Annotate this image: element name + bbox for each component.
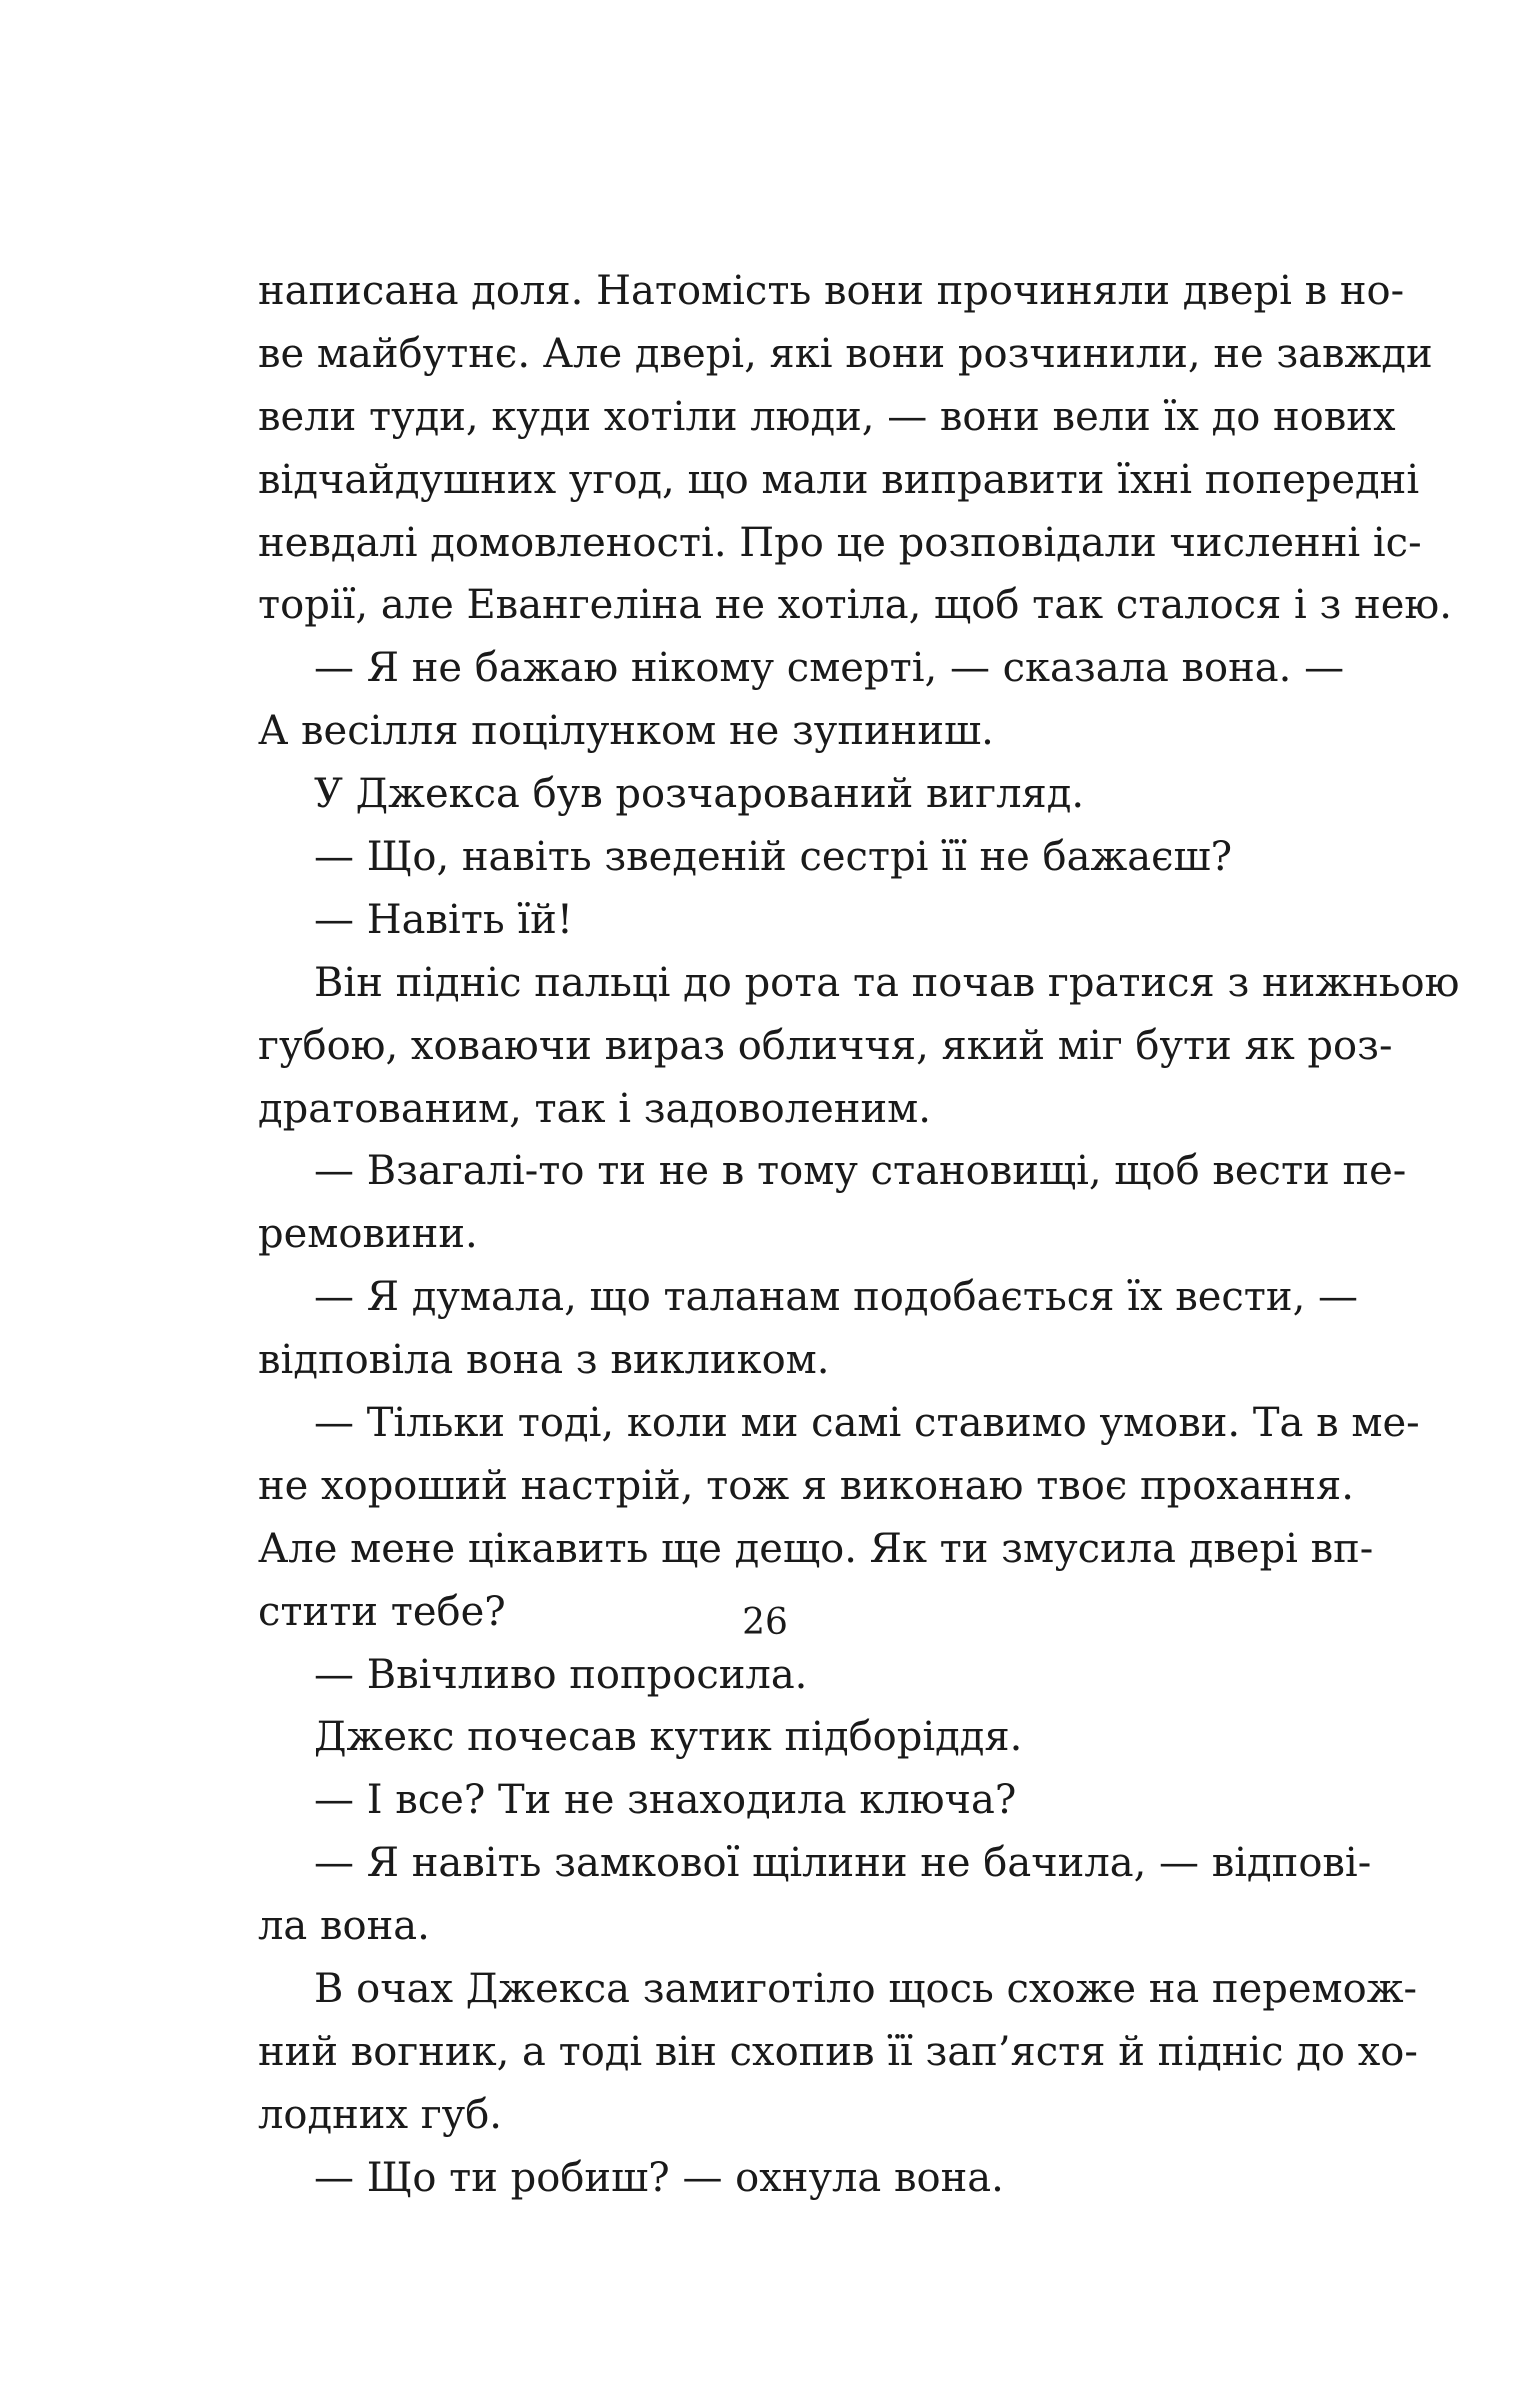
text-line: У Джекса був розчарований вигляд. [314,771,1085,818]
text-line: Він підніс пальці до рота та почав гратися з нижньою [314,959,1460,1006]
text-line: — Навіть їй! [314,896,573,943]
text-line: — І все? Ти не знаходила ключа? [314,1777,1017,1824]
text-line: ремовини. [258,1211,478,1258]
text-line: — Тільки тоді, коли ми самі ставимо умови. Та в ме- [314,1400,1420,1447]
page-number: 26 [742,1602,788,1643]
text-line: — Я навіть замкової щілини не бачила, — відпові- [314,1840,1372,1887]
text-line: дратованим, так і задоволеним. [258,1085,931,1132]
text-line: відчайдушних угод, що мали виправити їхні попередні [258,456,1420,503]
text-line: — Що ти робиш? — охнула вона. [314,2154,1004,2201]
text-line: вели туди, куди хотіли люди, — вони вели їх до нових [258,393,1396,440]
text-line: — Що, навіть зведеній сестрі її не бажаєш? [314,834,1233,881]
text-line: Але мене цікавить ще дещо. Як ти змусила двері вп- [258,1525,1374,1572]
text-line: В очах Джекса замиготіло щось схоже на перемож- [314,1966,1418,2013]
text-line: ве майбутнє. Але двері, які вони розчинили, не завжди [258,330,1433,377]
text-line: торії, але Евангеліна не хотіла, щоб так сталося і з нею. [258,582,1452,629]
text-line: невдалі домовленості. Про це розповідали численні іс- [258,519,1422,566]
text-line: губою, ховаючи вираз обличчя, який міг бути як роз- [258,1022,1393,1069]
text-line: А весілля поцілунком не зупиниш. [258,708,994,755]
text-line: — Взагалі-то ти не в тому становищі, щоб вести пе- [314,1148,1407,1195]
text-line: написана доля. Натомість вони прочиняли двері в но- [258,268,1405,314]
text-line: лодних губ. [258,2091,503,2138]
body-text [258,260,1460,2210]
text-line: Джекс почесав кутик підборіддя. [314,1714,1023,1761]
text-line: ний вогник, а тоді він схопив її зап’ястя й підніс до хо- [258,2028,1418,2075]
text-line: — Ввічливо попросила. [314,1651,808,1698]
text-line: ла вона. [258,1903,430,1950]
text-line: стити тебе? [258,1588,506,1635]
text-line: відповіла вона з викликом. [258,1337,830,1384]
text-line: не хороший настрій, тож я виконаю твоє прохання. [258,1462,1354,1509]
text-line: — Я не бажаю нікому смерті, — сказала вона. — [314,645,1345,692]
text-line: — Я думала, що таланам подобається їх вести, — [314,1274,1359,1321]
